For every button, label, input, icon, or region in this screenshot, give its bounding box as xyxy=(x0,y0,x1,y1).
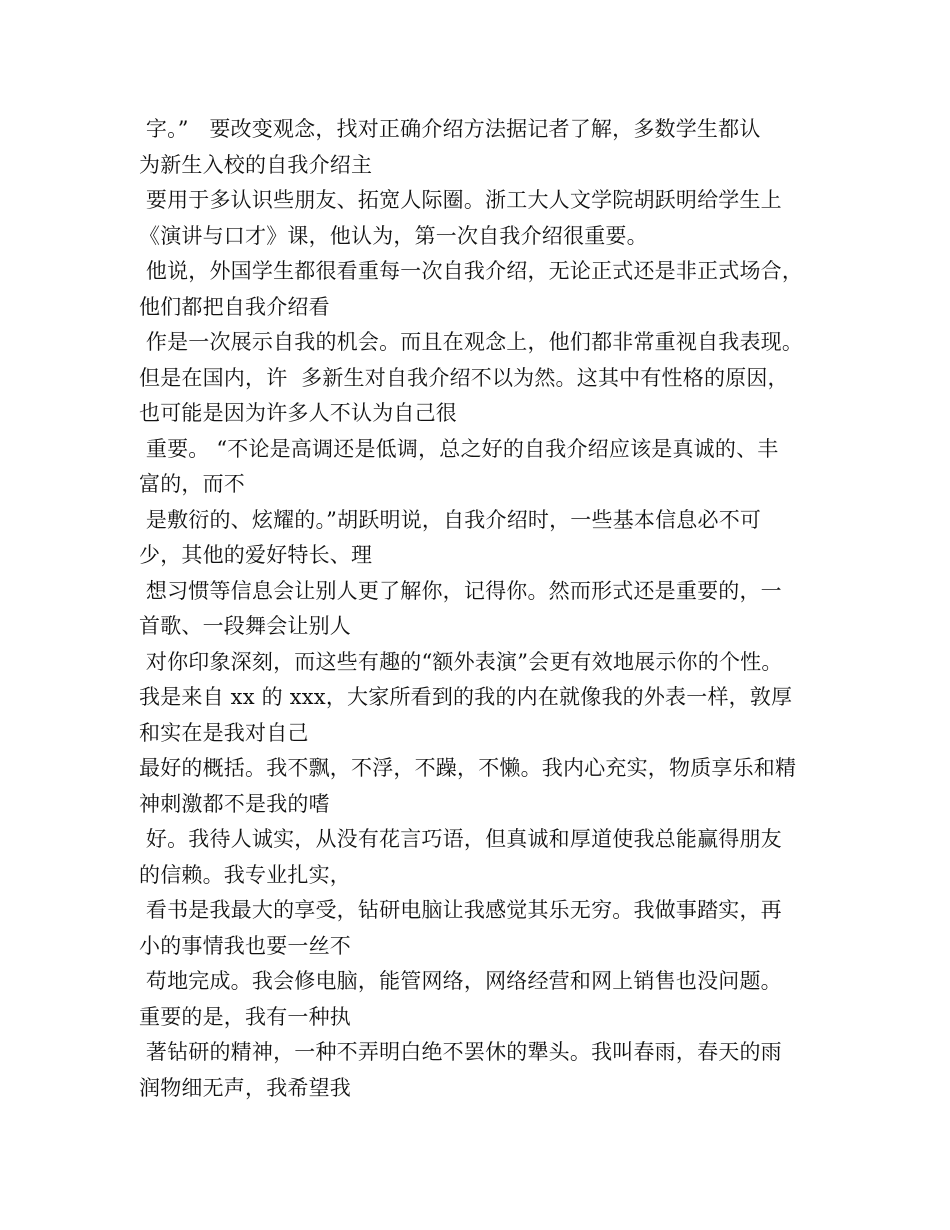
text-line: 少，其他的爱好特长、理 xyxy=(139,543,373,567)
text-line: 好。我待人诚实，从没有花言巧语，但真诚和厚道使我总能赢得朋友 xyxy=(139,827,782,851)
text-line: 最好的概括。我不飘，不浮，不躁，不懒。我内心充实，物质享乐和精 xyxy=(139,756,797,780)
text-line: 首歌、一段舞会让别人 xyxy=(139,614,351,638)
text-line: 字。” 要改变观念，找对正确介绍方法据记者了解，多数学生都认 xyxy=(139,117,761,141)
text-line: 他说，外国学生都很看重每一次自我介绍，无论正式还是非正式场合， xyxy=(139,259,804,283)
text-line: 富的，而不 xyxy=(139,472,245,496)
text-line: 要用于多认识些朋友、拓宽人际圈。浙工大人文学院胡跃明给学生上 xyxy=(139,188,782,212)
text-line: 重要的是，我有一种执 xyxy=(139,1004,351,1029)
text-line: 作是一次展示自我的机会。而且在观念上，他们都非常重视自我表现。 xyxy=(139,330,804,354)
text-line: 他们都把自我介绍看 xyxy=(139,294,330,319)
text-line: 对你印象深刻，而这些有趣的“额外表演”会更有效地展示你的个性。 xyxy=(139,649,783,674)
text-line: 是敷衍的、炫耀的。”胡跃明说，自我介绍时，一些基本信息必不可 xyxy=(139,507,762,532)
text-line: 也可能是因为许多人不认为自己很 xyxy=(139,401,457,425)
text-line: 但是在国内，许 多新生对自我介绍不以为然。这其中有性格的原因， xyxy=(139,365,789,390)
text-line: 看书是我最大的享受，钻研电脑让我感觉其乐无穷。我做事踏实，再 xyxy=(139,898,782,922)
text-line: 为新生入校的自我介绍主 xyxy=(139,152,373,177)
text-line: 小的事情我也要一丝不 xyxy=(139,933,351,958)
text-line: 的信赖。我专业扎实， xyxy=(139,862,351,887)
text-line: 想习惯等信息会让别人更了解你，记得你。然而形式还是重要的，一 xyxy=(139,578,782,603)
text-line: 重要。 “不论是高调还是低调，总之好的自我介绍应该是真诚的、丰 xyxy=(139,436,779,461)
document-body-text xyxy=(139,112,829,1106)
text-line: 我是来自 xx 的 xxx，大家所看到的我的内在就像我的外表一样，敦厚 xyxy=(139,685,793,709)
text-line: 著钻研的精神，一种不弄明白绝不罢休的犟头。我叫春雨，春天的雨 xyxy=(139,1040,782,1064)
text-line: 神刺激都不是我的嗜 xyxy=(139,791,330,816)
text-line: 润物细无声，我希望我 xyxy=(139,1075,351,1100)
text-line: 《演讲与口才》课，他认为，第一次自我介绍很重要。 xyxy=(139,223,648,248)
text-line: 苟地完成。我会修电脑，能管网络，网络经营和网上销售也没问题。 xyxy=(139,969,782,993)
text-line: 和实在是我对自己 xyxy=(139,720,309,745)
